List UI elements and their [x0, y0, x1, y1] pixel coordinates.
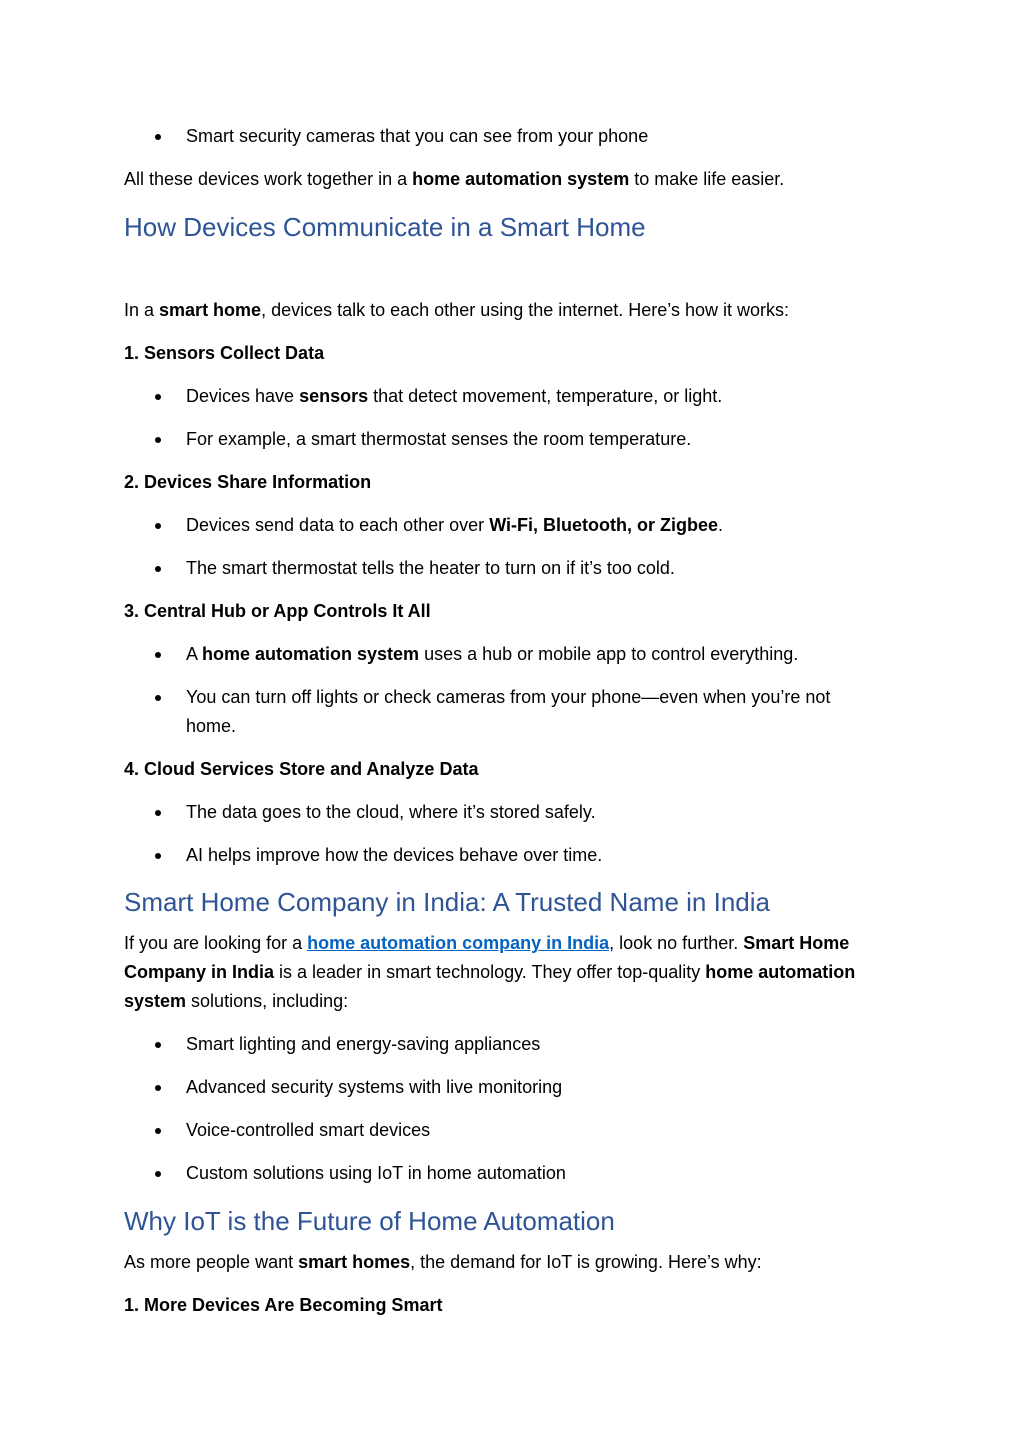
step-title: 3. Central Hub or App Controls It All — [124, 601, 431, 621]
list-item: The data goes to the cloud, where it’s stored safely. — [186, 802, 596, 822]
list-item: The smart thermostat tells the heater to turn on if it’s too cold. — [186, 558, 675, 578]
list-item: Voice-controlled smart devices — [186, 1120, 431, 1140]
list-item: Devices send data to each other over Wi-Fi, Bluetooth, or Zigbee. — [186, 515, 724, 535]
bullet-dot — [155, 652, 161, 658]
step-title: 4. Cloud Services Store and Analyze Data — [124, 759, 479, 779]
bullet-dot — [155, 695, 161, 701]
company-link[interactable]: home automation company in India — [307, 933, 610, 953]
list-item: For example, a smart thermostat senses the room temperature. — [186, 429, 692, 449]
bullet-dot — [155, 134, 161, 140]
bullet-dot — [155, 853, 161, 859]
list-item: Devices have sensors that detect movement, temperature, or light. — [186, 386, 723, 406]
paragraph: In a smart home, devices talk to each other using the internet. Here’s how it works: — [124, 300, 790, 320]
paragraph: If you are looking for a home automation company in India, look no further. Smart Home Company in India is a leader in smart technology. They offer top-quality home automation system solutions, including: — [124, 933, 856, 1011]
list-item: A home automation system uses a hub or mobile app to control everything. — [186, 644, 799, 664]
bullet-dot — [155, 1128, 161, 1134]
bullet-dot — [155, 1085, 161, 1091]
bullet-dot — [155, 1171, 161, 1177]
bullet-dot — [155, 523, 161, 529]
paragraph: As more people want smart homes, the demand for IoT is growing. Here’s why: — [124, 1252, 762, 1272]
bullet-dot — [155, 810, 161, 816]
section-heading: How Devices Communicate in a Smart Home — [124, 212, 646, 242]
bullet-dot — [155, 1042, 161, 1048]
step-title: 1. Sensors Collect Data — [124, 343, 325, 363]
bullet-dot — [155, 394, 161, 400]
bullet-dot — [155, 566, 161, 572]
list-item: Smart security cameras that you can see from your phone — [186, 126, 649, 146]
step-title: 1. More Devices Are Becoming Smart — [124, 1295, 443, 1315]
list-item: Smart lighting and energy-saving appliances — [186, 1034, 541, 1054]
paragraph: All these devices work together in a home automation system to make life easier. — [124, 169, 785, 189]
step-title: 2. Devices Share Information — [124, 472, 372, 492]
section-heading: Smart Home Company in India: A Trusted Name in India — [124, 887, 770, 917]
bullet-dot — [155, 437, 161, 443]
list-item: AI helps improve how the devices behave over time. — [186, 845, 603, 865]
list-item: Custom solutions using IoT in home automation — [186, 1163, 566, 1183]
section-heading: Why IoT is the Future of Home Automation — [124, 1206, 615, 1236]
list-item: You can turn off lights or check cameras from your phone—even when you’re not home. — [186, 687, 831, 736]
list-item: Advanced security systems with live monitoring — [186, 1077, 563, 1097]
